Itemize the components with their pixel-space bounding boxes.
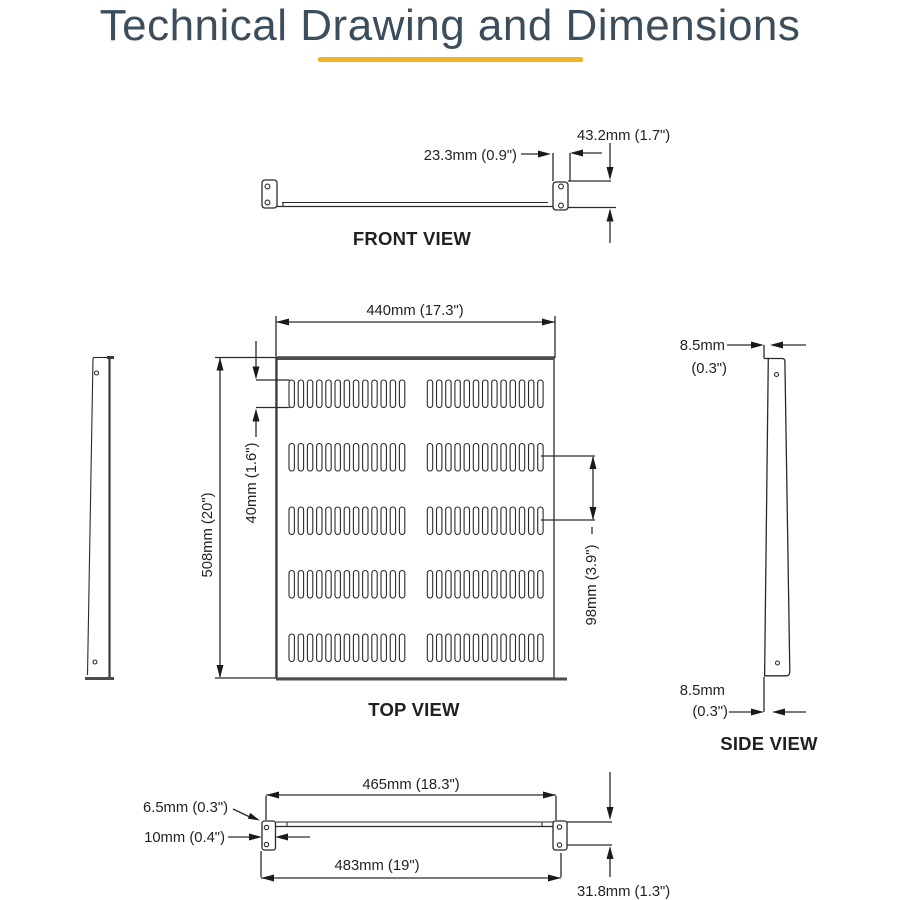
bottom-left-bracket-hole [264, 825, 268, 829]
side-view-label: SIDE VIEW [720, 733, 818, 754]
top-dim-width-arrow-right [542, 319, 555, 326]
front-dim-flange-label: 23.3mm (0.9") [423, 148, 517, 164]
front-dim-height-arrow-up [607, 209, 614, 222]
top-view [85, 303, 600, 720]
top-dim-depth-label: 508mm (20") [200, 492, 216, 578]
top-dim-width-arrow-left [276, 319, 289, 326]
bottom-dim-inner-arrow-right [543, 792, 556, 799]
bottom-dim-lip-arrow [248, 813, 260, 821]
top-dim-width-label: 440mm (17.3") [366, 303, 464, 319]
front-left-bracket-hole [265, 200, 270, 205]
bottom-dim-height-arrow-down [607, 807, 614, 820]
front-dim-height-label: 43.2mm (1.7") [577, 128, 671, 144]
front-dim-flange-arrow [538, 151, 551, 158]
top-dim-notch-label: 40mm (1.6") [244, 442, 260, 524]
bottom-dim-lip-label: 6.5mm (0.3") [142, 800, 228, 816]
front-view [262, 128, 670, 249]
bottom-dim-outer-arrow-right [548, 875, 561, 882]
bottom-view [143, 772, 670, 900]
front-dim-height-arrow-left [570, 150, 583, 157]
side-rail-body [765, 359, 790, 676]
top-dim-depth-arrow-up [217, 358, 224, 371]
side-dim-bottom-label-mm: 8.5mm [679, 683, 725, 699]
top-dim-notch-arrow-up [253, 409, 260, 422]
bottom-dim-inner-arrow-left [266, 792, 279, 799]
bottom-dim-flange-arrow-left [275, 834, 288, 841]
front-left-bracket-hole [265, 184, 270, 189]
top-left-rail-tab [107, 356, 114, 359]
front-right-bracket-hole [559, 184, 564, 189]
front-right-bracket-hole [559, 203, 564, 208]
side-view [680, 338, 818, 754]
bottom-dim-inner-label: 465mm (18.3") [362, 777, 460, 793]
bottom-left-bracket-hole [264, 842, 268, 846]
side-rail-hole [776, 661, 780, 665]
bottom-dim-height-arrow-up [607, 846, 614, 859]
bottom-dim-height-label: 31.8mm (1.3") [577, 884, 671, 900]
side-dim-top-label-mm: 8.5mm [679, 338, 725, 354]
bottom-dim-outer-arrow-left [261, 875, 274, 882]
top-left-rail [85, 356, 114, 679]
top-view-label: TOP VIEW [368, 699, 460, 720]
top-left-rail-hole [93, 660, 97, 664]
bottom-right-bracket-hole [557, 843, 561, 847]
top-dim-pitch-label: 98mm (3.9") [584, 544, 600, 626]
top-dim-pitch-arrow-up [590, 456, 597, 469]
top-dim-notch-arrow-down [253, 367, 260, 380]
side-dim-bottom-arrow-right [751, 709, 764, 716]
side-dim-top-arrow-left [770, 342, 783, 349]
top-dim-pitch-arrow-down [590, 507, 597, 520]
top-left-rail-hole [95, 371, 99, 375]
front-dim-height-arrow-down [607, 167, 614, 180]
side-dim-top-arrow-right [751, 342, 764, 349]
top-plate [276, 357, 554, 678]
bottom-dim-flange-arrow-right [249, 834, 262, 841]
front-view-label: FRONT VIEW [352, 228, 472, 249]
bottom-dim-outer-label: 483mm (19") [334, 858, 420, 874]
side-dim-top-label-in: (0.3") [691, 361, 727, 377]
side-rail-hole [775, 373, 779, 377]
bottom-right-bracket-hole [557, 825, 561, 829]
side-dim-bottom-label-in: (0.3") [692, 704, 728, 720]
page-title: Technical Drawing and Dimensions [99, 1, 801, 50]
top-dim-depth-arrow-down [217, 665, 224, 678]
side-dim-bottom-arrow-left [772, 709, 785, 716]
bottom-dim-flange-label: 10mm (0.4") [144, 830, 225, 846]
